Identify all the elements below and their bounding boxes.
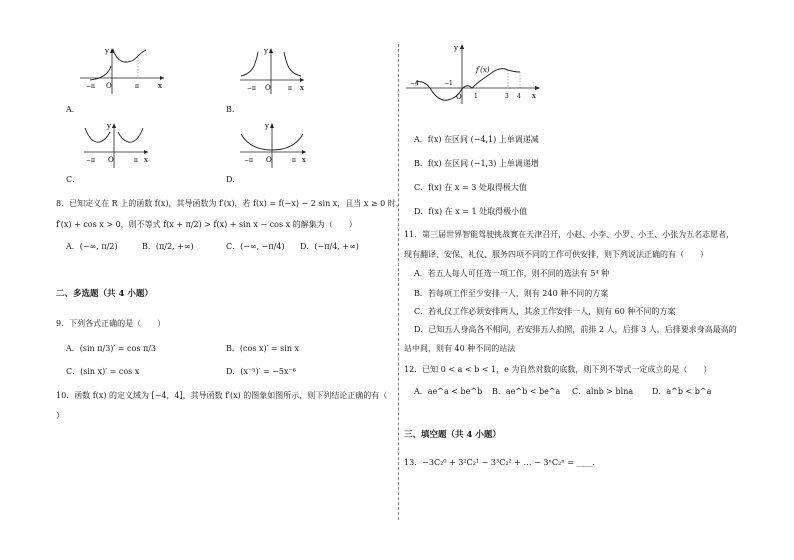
- tick-minus4: −4: [410, 80, 419, 87]
- graph-b: [238, 46, 308, 96]
- graph-a-origin: O: [106, 82, 112, 90]
- q12-option-d: D．a^b < b^a: [652, 387, 712, 396]
- tick-4: 4: [517, 93, 521, 100]
- q8-stem-line1: 8．已知定义在 R 上的函数 f(x)，其导函数为 f′(x)，若 f(x) = f(−x) − 2 sin x，且当 x ≥ 0 时，: [56, 199, 404, 208]
- q11-option-c: C．若礼仪工作必须安排两人，其余工作安排一人，则有 60 种不同的方案: [414, 307, 676, 316]
- graph-d-y-label: y: [265, 122, 269, 130]
- graph-a: [78, 46, 168, 96]
- q11-option-a: A．若五人每人可任选一项工作，则不同的选法有 5⁴ 种: [414, 269, 610, 278]
- q9-option-a: A．(sin π/3)′ = cos π/3: [66, 344, 157, 353]
- q9-option-c: C．(sin x)′ = cos x: [66, 367, 140, 376]
- derivative-curve-label: f′(x): [476, 66, 490, 74]
- graph-derivative: [404, 42, 544, 106]
- graph-b-origin: O: [265, 84, 271, 92]
- q10-stem-line2: ）: [56, 411, 64, 420]
- section-fill-blank-title: 三、填空题（共 4 小题）: [404, 430, 501, 440]
- q12-option-a: A．ae^a < be^b: [414, 387, 483, 396]
- graph-d-x-label: x: [302, 156, 306, 164]
- q12-stem: 12．已知 0 < a < b < 1，e 为自然对数的底数，则下列不等式一定成立的是（ ）: [404, 365, 712, 374]
- q10-option-a: A．f(x) 在区间 (−4,1) 上单调递减: [414, 135, 539, 144]
- q13-stem: 13．−3C₂⁰ + 3²C₂¹ − 3³C₂² + … − 3ⁿC₂ⁿ = ____．: [404, 458, 601, 467]
- graph-a-neg-pi: −π: [86, 83, 95, 90]
- q11-option-d-line2: 站中间，则有 40 种不同的站法: [404, 344, 516, 353]
- column-divider: [398, 44, 399, 520]
- graph-c-neg-pi: −π: [86, 157, 95, 164]
- derivative-x-label: x: [532, 92, 536, 100]
- q10-option-d: D．f(x) 在 x = 1 处取得极小值: [414, 207, 528, 216]
- graph-b-y-label: y: [264, 47, 268, 55]
- q10-stem-line1: 10．函数 f(x) 的定义域为 [−4，4]，其导函数 f′(x) 的图象如图所示，则下列结论正确的有（: [56, 391, 388, 400]
- graph-a-pos-pi: π: [135, 83, 139, 90]
- graph-b-neg-pi: −π: [247, 85, 256, 92]
- q11-stem-line2: 现有翻译、安保、礼仪、服务四项不同的工作可供安排，则下列说法正确的有（ ）: [404, 250, 708, 259]
- q9-option-d: D．(x⁻⁵)′ = −5x⁻⁶: [226, 367, 296, 376]
- graph-b-x-label: x: [300, 84, 304, 92]
- q11-option-d-line1: D．已知五人身高各不相同，若安排五人拍照，前排 2 人，后排 3 人，后排要求身高最高的: [414, 325, 737, 334]
- graph-c-pos-pi: π: [134, 157, 138, 164]
- tick-minus1: −1: [444, 80, 453, 87]
- derivative-origin: O: [456, 93, 462, 101]
- derivative-y-label: y: [454, 44, 458, 52]
- q8-option-b: B．(π/2, +∞): [142, 242, 194, 251]
- graph-c: [82, 122, 152, 170]
- graph-d-option: D．: [226, 175, 241, 184]
- q8-option-a: A．(−∞, π/2): [66, 242, 118, 251]
- q8-stem-line2: f′(x) + cos x > 0，则不等式 f(x + π/2) > f(x) + sin x − cos x 的解集为（ ）: [56, 220, 357, 229]
- q8-option-c: C．(−∞, −π/4): [226, 242, 285, 251]
- q10-option-b: B．f(x) 在区间 (−1,3) 上单调递增: [414, 159, 539, 168]
- graph-a-x-label: x: [158, 82, 162, 90]
- q9-option-b: B．(cos x)′ = sin x: [226, 344, 300, 353]
- graph-d-pos-pi: π: [292, 157, 296, 164]
- q8-option-d: D．(−π/4, +∞): [300, 242, 359, 251]
- graph-c-x-label: x: [144, 156, 148, 164]
- tick-1: 1: [474, 93, 478, 100]
- q12-option-b: B．ae^b < be^a: [492, 387, 561, 396]
- q11-stem-line1: 11．第三届世界智能驾驶挑战赛在天津召开，小赵、小李、小罗、小王、小张为五名志愿者，: [404, 230, 735, 239]
- q12-option-c: C．alnb > blna: [572, 387, 634, 396]
- q9-stem: 9．下列各式正确的是（ ）: [56, 319, 166, 328]
- graph-b-pos-pi: π: [288, 85, 292, 92]
- tick-3: 3: [505, 93, 509, 100]
- graph-d-origin: O: [266, 156, 272, 164]
- graph-c-option: C．: [66, 175, 81, 184]
- graph-a-option: A．: [66, 105, 80, 114]
- graph-b-option: B．: [226, 105, 240, 114]
- graph-c-origin: O: [108, 156, 114, 164]
- graph-d: [238, 122, 310, 170]
- q11-option-b: B．若每项工作至少安排一人，则有 240 种不同的方案: [414, 289, 609, 298]
- section-multiple-choice-title: 二、多选题（共 4 小题）: [56, 289, 153, 299]
- graph-c-y-label: y: [107, 122, 111, 130]
- graph-d-neg-pi: −π: [244, 157, 253, 164]
- q10-option-c: C．f(x) 在 x = 3 处取得极大值: [414, 183, 527, 192]
- graph-a-y-label: y: [105, 47, 109, 55]
